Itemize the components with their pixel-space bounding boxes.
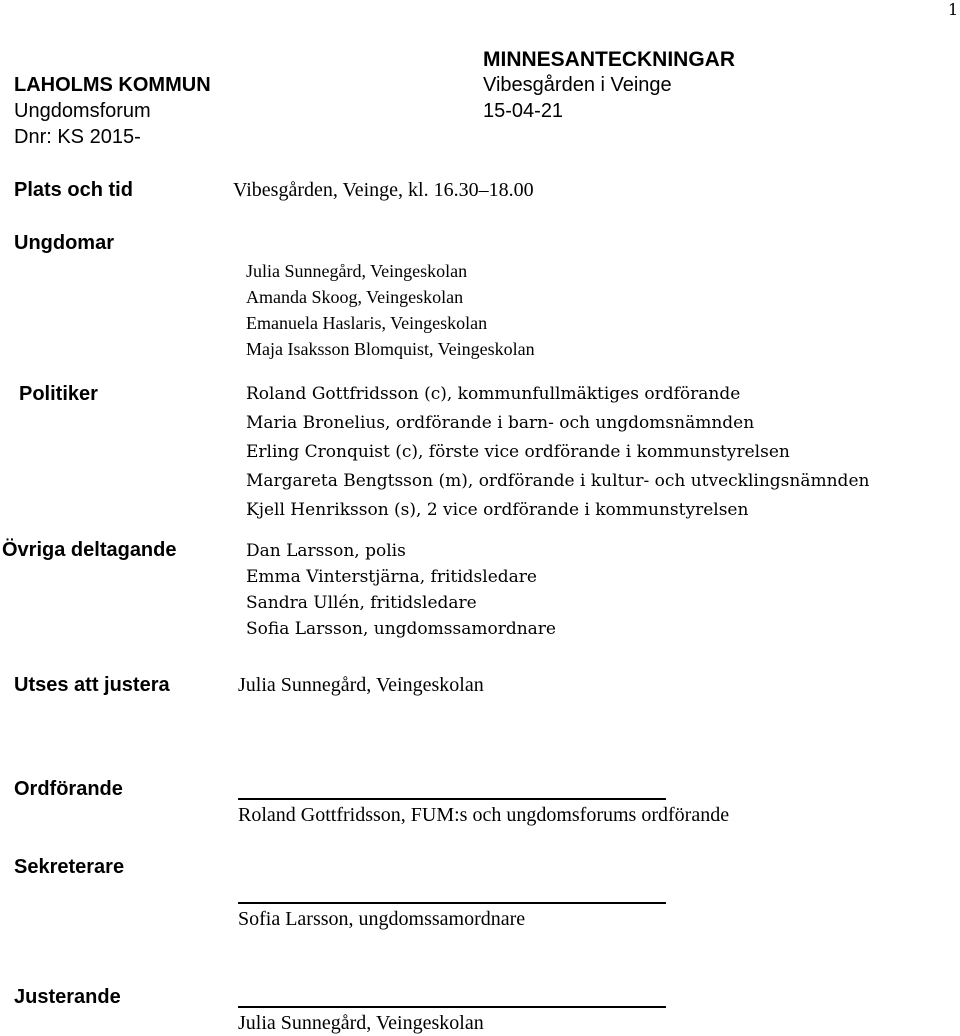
politiker-label: Politiker	[19, 383, 98, 405]
list-item: Sandra Ullén, fritidsledare	[246, 593, 477, 613]
list-item: Maria Bronelius, ordförande i barn- och ungdomsnämnden	[246, 413, 755, 433]
plats-label: Plats och tid	[14, 179, 133, 201]
page-number: 1	[948, 0, 959, 19]
meeting-date: 15-04-21	[483, 100, 564, 122]
meeting-location: Vibesgården i Veinge	[483, 74, 672, 96]
list-item: Maja Isaksson Blomquist, Veingeskolan	[246, 339, 535, 359]
justera-label: Utses att justera	[14, 674, 170, 696]
list-item: Erling Cronquist (c), förste vice ordförande i kommunstyrelsen	[246, 442, 790, 462]
sekreterare-signature-line	[238, 902, 666, 904]
justerande-signature-line	[238, 1006, 666, 1008]
list-item: Sofia Larsson, ungdomssamordnare	[246, 619, 556, 639]
ungdomar-label: Ungdomar	[14, 232, 114, 254]
justerande-label: Justerande	[14, 986, 121, 1008]
sekreterare-label: Sekreterare	[14, 856, 125, 878]
list-item: Emma Vinterstjärna, fritidsledare	[246, 567, 537, 587]
ordforande-name: Roland Gottfridsson, FUM:s och ungdomsforums ordförande	[238, 804, 730, 826]
list-item: Margareta Bengtsson (m), ordförande i kultur- och utvecklingsnämnden	[246, 471, 870, 491]
list-item: Roland Gottfridsson (c), kommunfullmäktiges ordförande	[246, 384, 741, 404]
ungdomar-list	[246, 258, 535, 362]
dnr: Dnr: KS 2015-	[14, 126, 141, 148]
list-item: Julia Sunnegård, Veingeskolan	[246, 261, 468, 281]
forum-name: Ungdomsforum	[14, 100, 151, 122]
list-item: Amanda Skoog, Veingeskolan	[246, 287, 464, 307]
ovriga-label: Övriga deltagande	[2, 539, 177, 561]
justerande-name: Julia Sunnegård, Veingeskolan	[238, 1012, 484, 1034]
ovriga-list	[246, 538, 556, 642]
list-item: Dan Larsson, polis	[246, 541, 406, 561]
ordforande-signature-line	[238, 798, 666, 800]
ordforande-label: Ordförande	[14, 778, 123, 800]
plats-value: Vibesgården, Veinge, kl. 16.30–18.00	[233, 179, 534, 201]
list-item: Emanuela Haslaris, Veingeskolan	[246, 313, 488, 333]
sekreterare-name: Sofia Larsson, ungdomssamordnare	[238, 908, 526, 930]
org-name: LAHOLMS KOMMUN	[14, 74, 211, 96]
doc-title: MINNESANTECKNINGAR	[483, 48, 735, 71]
justera-value: Julia Sunnegård, Veingeskolan	[238, 674, 484, 696]
list-item: Kjell Henriksson (s), 2 vice ordförande i kommunstyrelsen	[246, 500, 749, 520]
politiker-list	[246, 380, 869, 525]
